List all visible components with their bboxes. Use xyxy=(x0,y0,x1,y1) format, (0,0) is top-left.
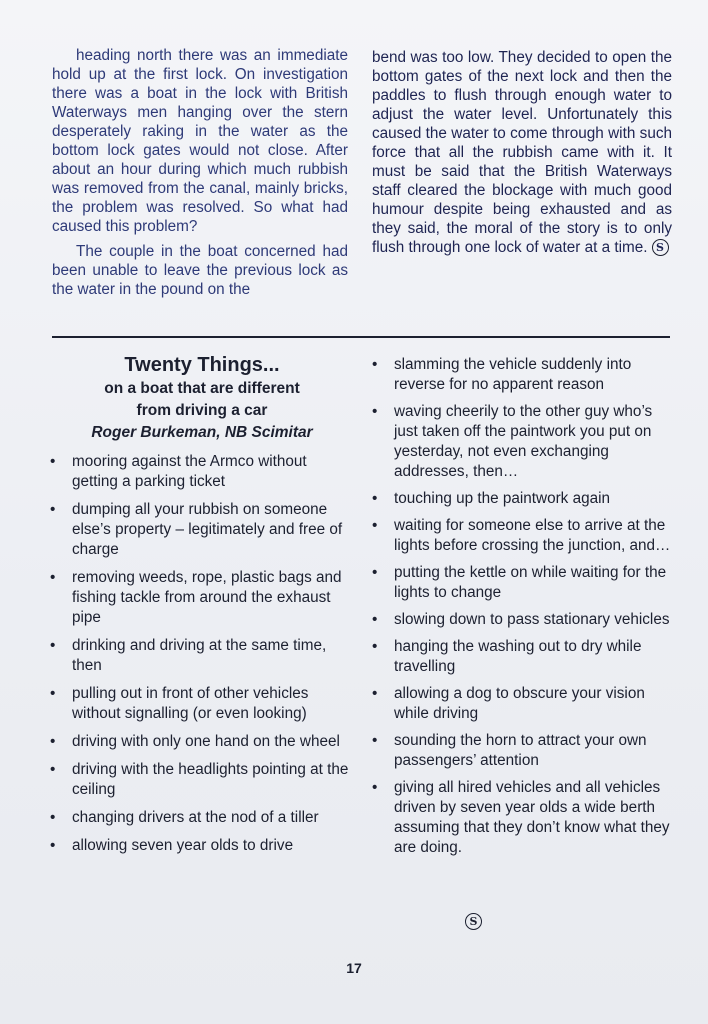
feature-subtitle: from driving a car xyxy=(136,402,268,419)
list-item: • driving with the headlights pointing at the ceiling xyxy=(50,760,350,800)
article-column-left xyxy=(52,46,348,299)
list-item: • putting the kettle on while waiting for the lights to change xyxy=(372,563,672,603)
article-paragraph-text: bend was too low. They decided to open the bottom gates of the next lock and then the paddles to flush through enough water to adjust the water level. Unfortunately this caused the water to come through with such force that all the rubbish came with it. It must be said that the British Waterways staff cleared the blockage with much good humour despite being exhausted and as they said, the moral of the story is to only flush through one lock of water at a time. xyxy=(372,49,672,256)
list-item: • slowing down to pass stationary vehicles xyxy=(372,610,672,630)
list-item: • touching up the paintwork again xyxy=(372,489,672,509)
list-item: • mooring against the Armco without getting a parking ticket xyxy=(50,452,350,492)
article-paragraph: The couple in the boat concerned had been unable to leave the previous lock as the water in the pound on the xyxy=(52,243,348,298)
feature-heading xyxy=(52,352,352,444)
list-item: • hanging the washing out to dry while travelling xyxy=(372,637,672,677)
list-item: • changing drivers at the nod of a tiller xyxy=(50,808,350,828)
list-item: • allowing seven year olds to drive xyxy=(50,836,350,856)
feature-subtitle: on a boat that are different xyxy=(104,380,300,397)
article-paragraph: heading north there was an immediate hold up at the first lock. On investigation there was a boat in the lock with British Waterways men hanging over the stern desperately raking in the water as the bottom lock gates would not close. After about an hour during which much rubbish was removed from the canal, mainly bricks, the problem was resolved. So what had caused this problem? xyxy=(52,47,348,235)
list-item: • giving all hired vehicles and all vehicles driven by seven year olds a wide berth assuming that they don’t know what they are doing. xyxy=(372,778,672,858)
twenty-things-list-left xyxy=(50,452,350,856)
list-item: • pulling out in front of other vehicles without signalling (or even looking) xyxy=(50,684,350,724)
list-item: • sounding the horn to attract your own passengers’ attention xyxy=(372,731,672,771)
list-item: • driving with only one hand on the wheel xyxy=(50,732,350,752)
twenty-things-list-right xyxy=(372,355,672,858)
end-of-feature-icon: S xyxy=(465,913,482,930)
end-of-article-icon: S xyxy=(652,239,669,256)
list-item: • waiting for someone else to arrive at the lights before crossing the junction, and… xyxy=(372,516,672,556)
feature-byline: Roger Burkeman, NB Scimitar xyxy=(91,424,313,441)
list-item: • removing weeds, rope, plastic bags and fishing tackle from around the exhaust pipe xyxy=(50,568,350,628)
section-divider xyxy=(52,336,670,338)
list-item: • dumping all your rubbish on someone else’s property – legitimately and free of charge xyxy=(50,500,350,560)
article-column-right xyxy=(372,48,672,257)
feature-title: Twenty Things... xyxy=(124,354,280,376)
page-number: 17 xyxy=(346,960,362,976)
list-item: • drinking and driving at the same time, then xyxy=(50,636,350,676)
list-item: • slamming the vehicle suddenly into reverse for no apparent reason xyxy=(372,355,672,395)
article-paragraph xyxy=(372,48,672,257)
list-item: • waving cheerily to the other guy who’s just taken off the paintwork you put on yesterday, not even exchanging addresses, then… xyxy=(372,402,672,482)
list-item: • allowing a dog to obscure your vision while driving xyxy=(372,684,672,724)
